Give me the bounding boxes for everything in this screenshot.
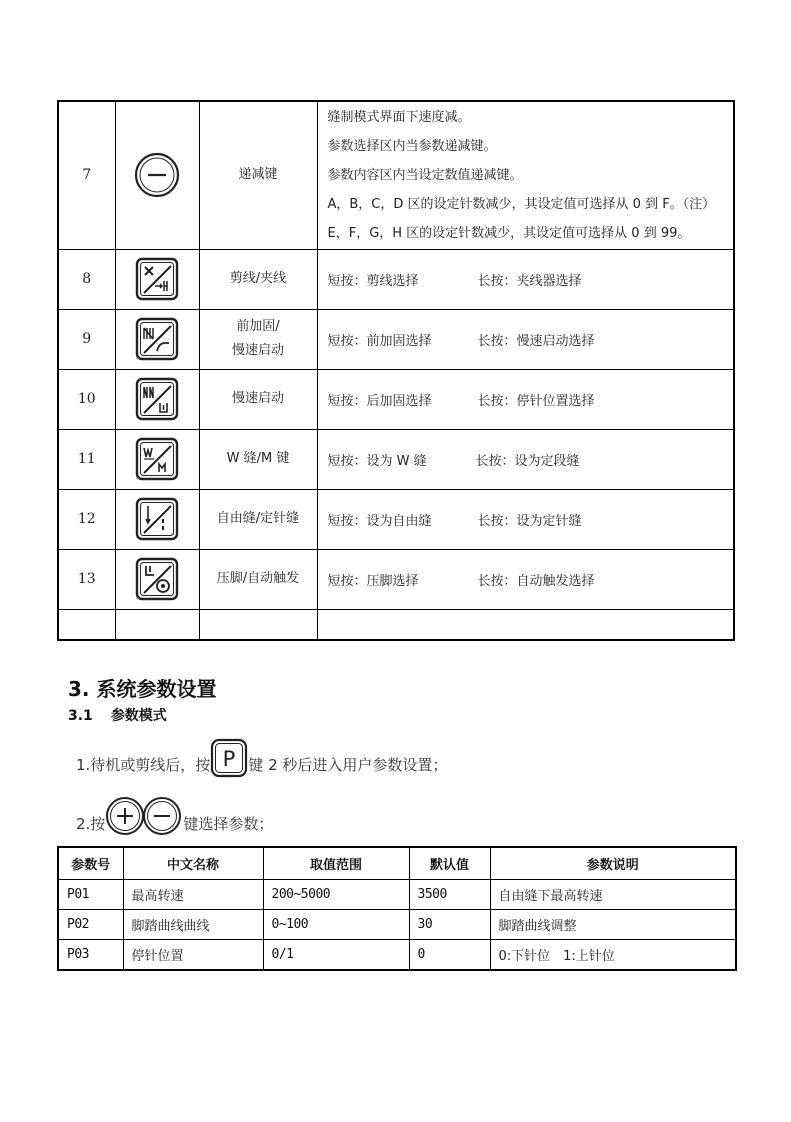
column-header: 默认值: [409, 847, 490, 880]
key-name: 剪线/夹线: [199, 249, 317, 309]
step-text: 键 2 秒后进入用户参数设置；: [248, 756, 448, 774]
key-function-table: [57, 100, 735, 641]
column-header: 中文名称: [123, 847, 263, 880]
plus-circle-icon: [107, 798, 143, 834]
param-default: 3500: [409, 880, 490, 910]
parameter-table: [57, 846, 737, 971]
subsection-title: 参数模式: [110, 708, 167, 724]
minus-circle-icon: [144, 798, 180, 834]
table-row: [58, 101, 734, 249]
table-row: [58, 429, 734, 489]
short-press-text: 短按：压脚选择: [327, 573, 419, 589]
long-press-text: 长按：设为定针缝: [477, 513, 582, 529]
param-range: 0/1: [263, 940, 409, 971]
subsection-heading: [68, 705, 167, 725]
start-backtack-icon: [135, 317, 179, 361]
table-row: [58, 369, 734, 429]
w-m-stitch-icon: [135, 437, 179, 481]
column-header: 取值范围: [263, 847, 409, 880]
short-press-text: 短按：后加固选择: [327, 393, 432, 409]
param-code: P01: [58, 880, 123, 910]
table-row: [58, 910, 736, 940]
trim-clamp-icon: [135, 257, 179, 301]
param-name: 脚踏曲线曲线: [123, 910, 263, 940]
empty-row: [58, 609, 734, 640]
key-name-line: 前加固/: [236, 319, 280, 334]
short-press-text: 短按：前加固选择: [327, 333, 432, 349]
instruction-step-1: [76, 734, 447, 778]
step-text: 键选择参数；: [183, 815, 274, 833]
row-number: 13: [58, 549, 115, 609]
presser-foot-icon: [135, 557, 179, 601]
table-row: [58, 940, 736, 971]
section-heading: 3. 系统参数设置: [68, 677, 217, 701]
key-name: 慢速启动: [199, 369, 317, 429]
short-press-text: 短按：设为自由缝: [327, 513, 432, 529]
short-press-text: 短按：设为 W 缝: [327, 453, 427, 469]
instruction-step-2: [76, 793, 273, 837]
param-description: 脚踏曲线调整: [490, 910, 736, 940]
param-range: 200~5000: [263, 880, 409, 910]
key-name: [199, 309, 317, 369]
table-row: [58, 880, 736, 910]
key-name: W 缝/M 键: [199, 429, 317, 489]
free-fixed-stitch-icon: [135, 497, 179, 541]
subsection-number: 3.1: [68, 708, 93, 724]
column-header: 参数说明: [490, 847, 736, 880]
plus-minus-keys-icon: [105, 795, 183, 837]
key-name-line: 慢速启动: [231, 343, 284, 358]
desc-line: 参数选择区内当参数递减键。: [327, 138, 497, 154]
row-number: 12: [58, 489, 115, 549]
table-row: [58, 249, 734, 309]
row-number: 8: [58, 249, 115, 309]
param-name: 停针位置: [123, 940, 263, 971]
param-description: 自由缝下最高转速: [490, 880, 736, 910]
param-name: 最高转速: [123, 880, 263, 910]
p-key-label: P: [222, 747, 236, 771]
minus-circle-icon: [133, 151, 181, 199]
desc-line: 缝制模式界面下速度减。: [327, 109, 471, 125]
row-number: 9: [58, 309, 115, 369]
desc-line: 参数内容区内当设定数值递减键。: [327, 167, 523, 183]
param-range: 0~100: [263, 910, 409, 940]
key-name: 递减键: [199, 101, 317, 249]
long-press-text: 长按：自动触发选择: [477, 573, 595, 589]
end-backtack-icon: [135, 377, 179, 421]
param-description: 0:下针位 1:上针位: [490, 940, 736, 971]
row-number: 11: [58, 429, 115, 489]
key-description: [328, 103, 734, 248]
desc-line: A，B，C，D 区的设定针数减少，其设定值可选择从 0 到 F。（注）: [327, 196, 716, 212]
long-press-text: 长按：设为定段缝: [475, 453, 580, 469]
row-number: 7: [58, 101, 115, 249]
step-text: 1.待机或剪线后，按: [76, 756, 211, 774]
long-press-text: 长按：慢速启动选择: [477, 333, 595, 349]
long-press-text: 长按：夹线器选择: [477, 273, 582, 289]
p-key-icon: [210, 738, 248, 778]
column-header: 参数号: [58, 847, 123, 880]
desc-line: E，F，G，H 区的设定针数减少，其设定值可选择从 0 到 99。: [327, 225, 691, 241]
table-row: [58, 549, 734, 609]
table-header-row: [58, 847, 736, 880]
short-press-text: 短按：剪线选择: [327, 273, 419, 289]
param-code: P03: [58, 940, 123, 971]
long-press-text: 长按：停针位置选择: [477, 393, 595, 409]
row-number: 10: [58, 369, 115, 429]
step-text: 2.按: [76, 815, 106, 833]
param-code: P02: [58, 910, 123, 940]
table-row: [58, 309, 734, 369]
table-row: [58, 489, 734, 549]
param-default: 0: [409, 940, 490, 971]
key-name: 压脚/自动触发: [199, 549, 317, 609]
param-default: 30: [409, 910, 490, 940]
key-name: 自由缝/定针缝: [199, 489, 317, 549]
